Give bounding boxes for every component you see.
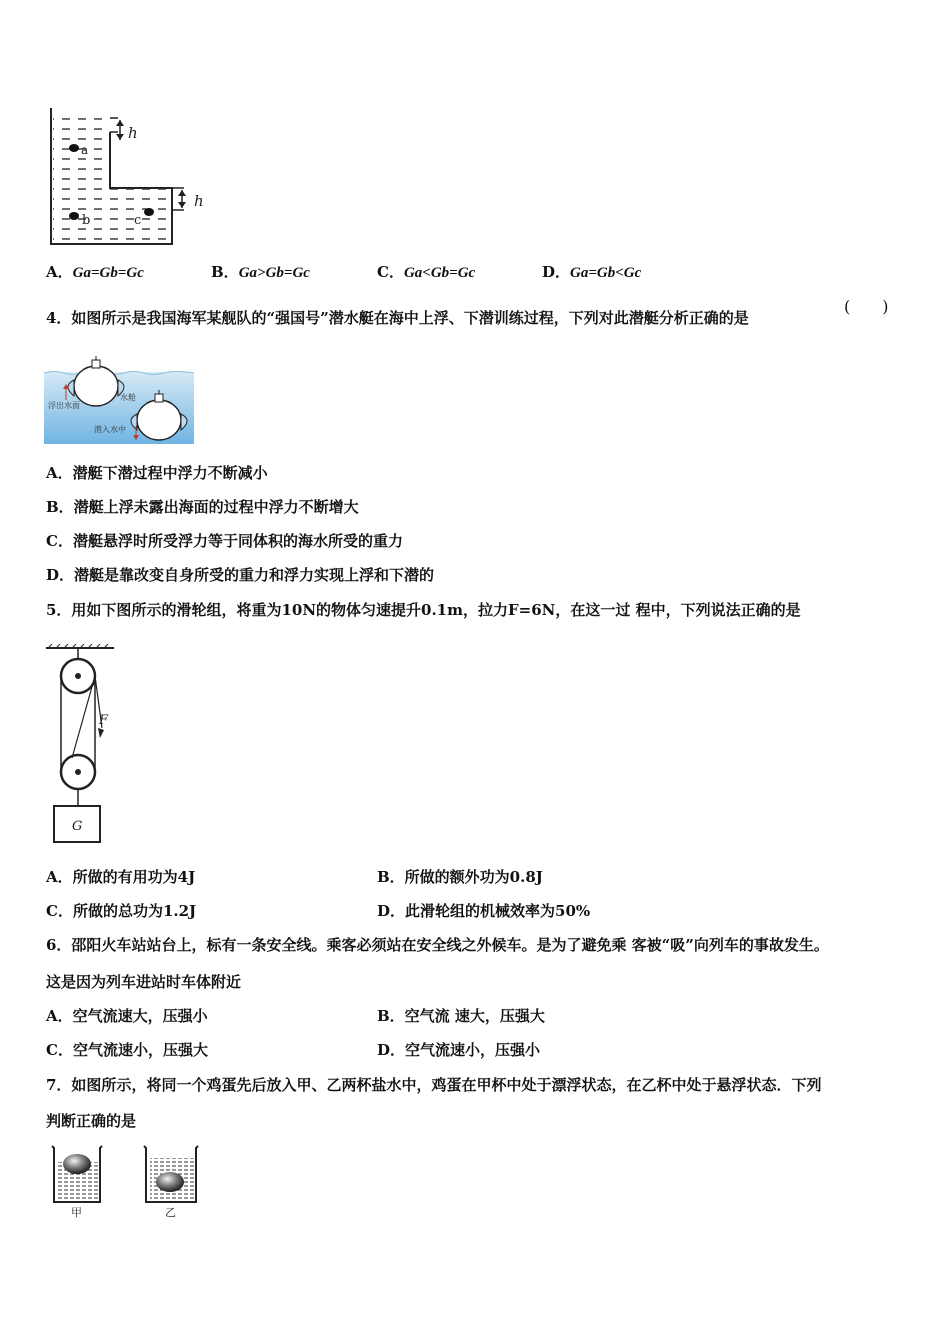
option-text: Ga<Gb=Gc [403,265,476,281]
q3-option-b[interactable] [211,262,310,283]
label-weight: G [72,819,83,834]
label-float-up: 浮出水面 [48,401,80,410]
q4-answer-blank[interactable]: ( ) [844,297,889,316]
option-text: Ga>Gb=Gc [238,265,310,281]
q6-option-c[interactable]: C．空气流速小，压强大 [46,1041,208,1059]
option-letter: B． [211,263,239,281]
label-b: b [82,213,91,228]
q5-option-c[interactable]: C．所做的总功为1.2J [46,902,197,920]
q5-figure [44,644,124,846]
q7-stem-line2: 判断正确的是 [46,1112,137,1130]
q6-option-a[interactable]: A．空气流速大，压强小 [46,1007,208,1025]
q6-option-b[interactable]: B．空气流 速大，压强大 [377,1007,545,1025]
q5-option-b[interactable]: B．所做的额外功为0.8J [377,868,543,886]
label-water-tank: 水舱 [120,393,136,402]
q4-option-b[interactable]: B．潜艇上浮未露出海面的过程中浮力不断增大 [46,498,359,516]
label-dive: 潜入水中 [94,425,126,434]
ball-b [69,212,79,220]
egg-cup1 [63,1154,91,1174]
q6-option-d[interactable]: D．空气流速小，压强小 [377,1041,541,1059]
q4-option-d[interactable]: D．潜艇是靠改变自身所受的重力和浮力实现上浮和下潜的 [46,566,435,584]
label-h-top: h [128,124,138,142]
label-h-bottom: h [194,192,204,210]
label-a: a [81,143,89,157]
option-text: Ga=Gb=Gc [72,265,144,281]
q6-stem-line1: 6．邵阳火车站站台上，标有一条安全线。乘客必须站在安全线之外候车。是为了避免乘 客被“吸”向列车的事故发生。 [46,936,829,954]
q5-stem: 5．用如下图所示的滑轮组，将重为10N的物体匀速提升0.1m，拉力F=6N，在这一过 程中，下列说法正确的是 [46,601,801,619]
label-c: c [134,213,142,228]
q5-option-a[interactable]: A．所做的有用功为4J [46,868,196,886]
label-force: F [99,713,109,728]
ball-a [69,144,79,152]
q7-figure [46,1144,206,1220]
q4-stem: 4．如图所示是我国海军某舰队的“强国号”潜水艇在海中上浮、下潜训练过程，下列对此潜艇分析正确的是 [46,309,749,327]
ball-c [144,208,154,216]
egg-cup2 [156,1172,184,1192]
q3-figure [44,104,216,250]
q4-figure [44,356,194,446]
q5-option-d[interactable]: D．此滑轮组的机械效率为50% [377,902,591,920]
q6-stem-line2: 这是因为列车进站时车体附近 [46,973,242,991]
option-text: Ga=Gb<Gc [570,265,642,281]
option-letter: C． [377,263,404,281]
option-letter: A． [46,263,73,281]
q3-option-c[interactable] [377,262,475,283]
q4-option-c[interactable]: C．潜艇悬浮时所受浮力等于同体积的海水所受的重力 [46,532,403,550]
option-letter: D． [542,263,571,281]
label-cup2: 乙 [165,1206,176,1219]
q4-option-a[interactable]: A．潜艇下潜过程中浮力不断减小 [46,464,268,482]
q3-option-a[interactable] [46,262,144,283]
q3-option-d[interactable] [542,262,641,283]
q7-stem-line1: 7．如图所示，将同一个鸡蛋先后放入甲、乙两杯盐水中，鸡蛋在甲杯中处于漂浮状态，在乙杯中处于悬浮状态．下列 [46,1076,822,1094]
label-cup1: 甲 [71,1206,82,1219]
